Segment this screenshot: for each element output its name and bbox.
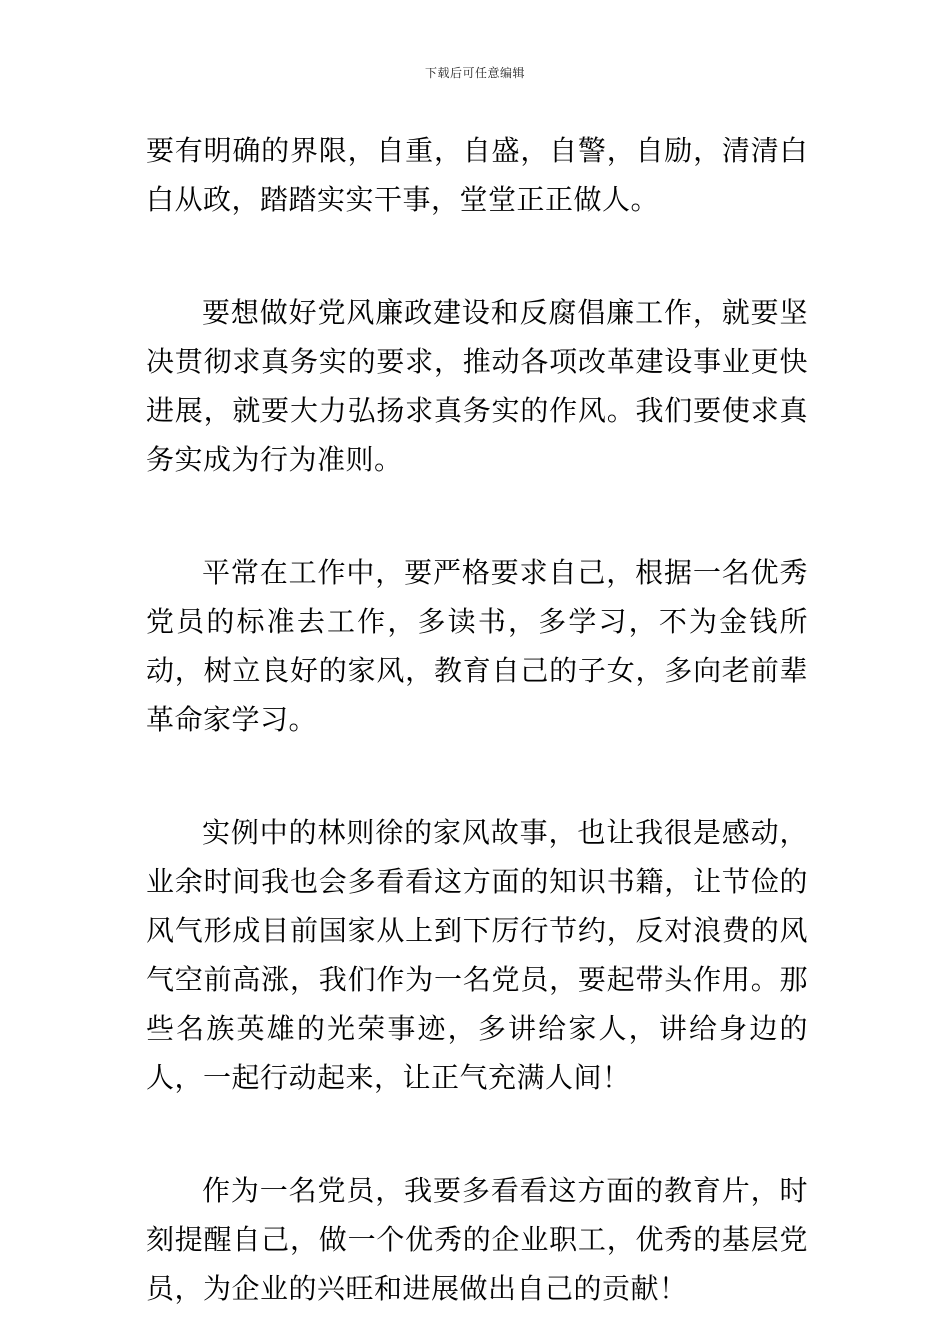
paragraph-continuation: 要有明确的界限，自重，自盛，自警，自励，清清白白从政，踏踏实实干事，堂堂正正做人。 — [146, 134, 808, 216]
paragraph: 作为一名党员，我要多看看这方面的教育片，时刻提醒自己，做一个优秀的企业职工，优秀的基层党员，为企业的兴旺和进展做出自己的贡献！ — [146, 1174, 808, 1305]
document-body — [146, 126, 808, 1313]
paragraph: 实例中的林则徐的家风故事，也让我很是感动，业余时间我也会多看看这方面的知识书籍，让节俭的风气形成目前国家从上到下厉行节约，反对浪费的风气空前高涨，我们作为一名党员，要起带头作用。那些名族英雄的光荣事迹，多讲给家人，讲给身边的人，一起行动起来，让正气充满人间！ — [146, 816, 808, 1094]
paragraph: 平常在工作中，要严格要求自己，根据一名优秀党员的标准去工作，多读书，多学习，不为金钱所动，树立良好的家风，教育自己的子女，多向老前辈革命家学习。 — [146, 556, 808, 736]
paragraph: 要想做好党风廉政建设和反腐倡廉工作，就要坚决贯彻求真务实的要求，推动各项改革建设事业更快进展，就要大力弘扬求真务实的作风。我们要使求真务实成为行为准则。 — [146, 296, 808, 476]
page-header-text: 下载后可任意编辑 — [424, 66, 525, 80]
